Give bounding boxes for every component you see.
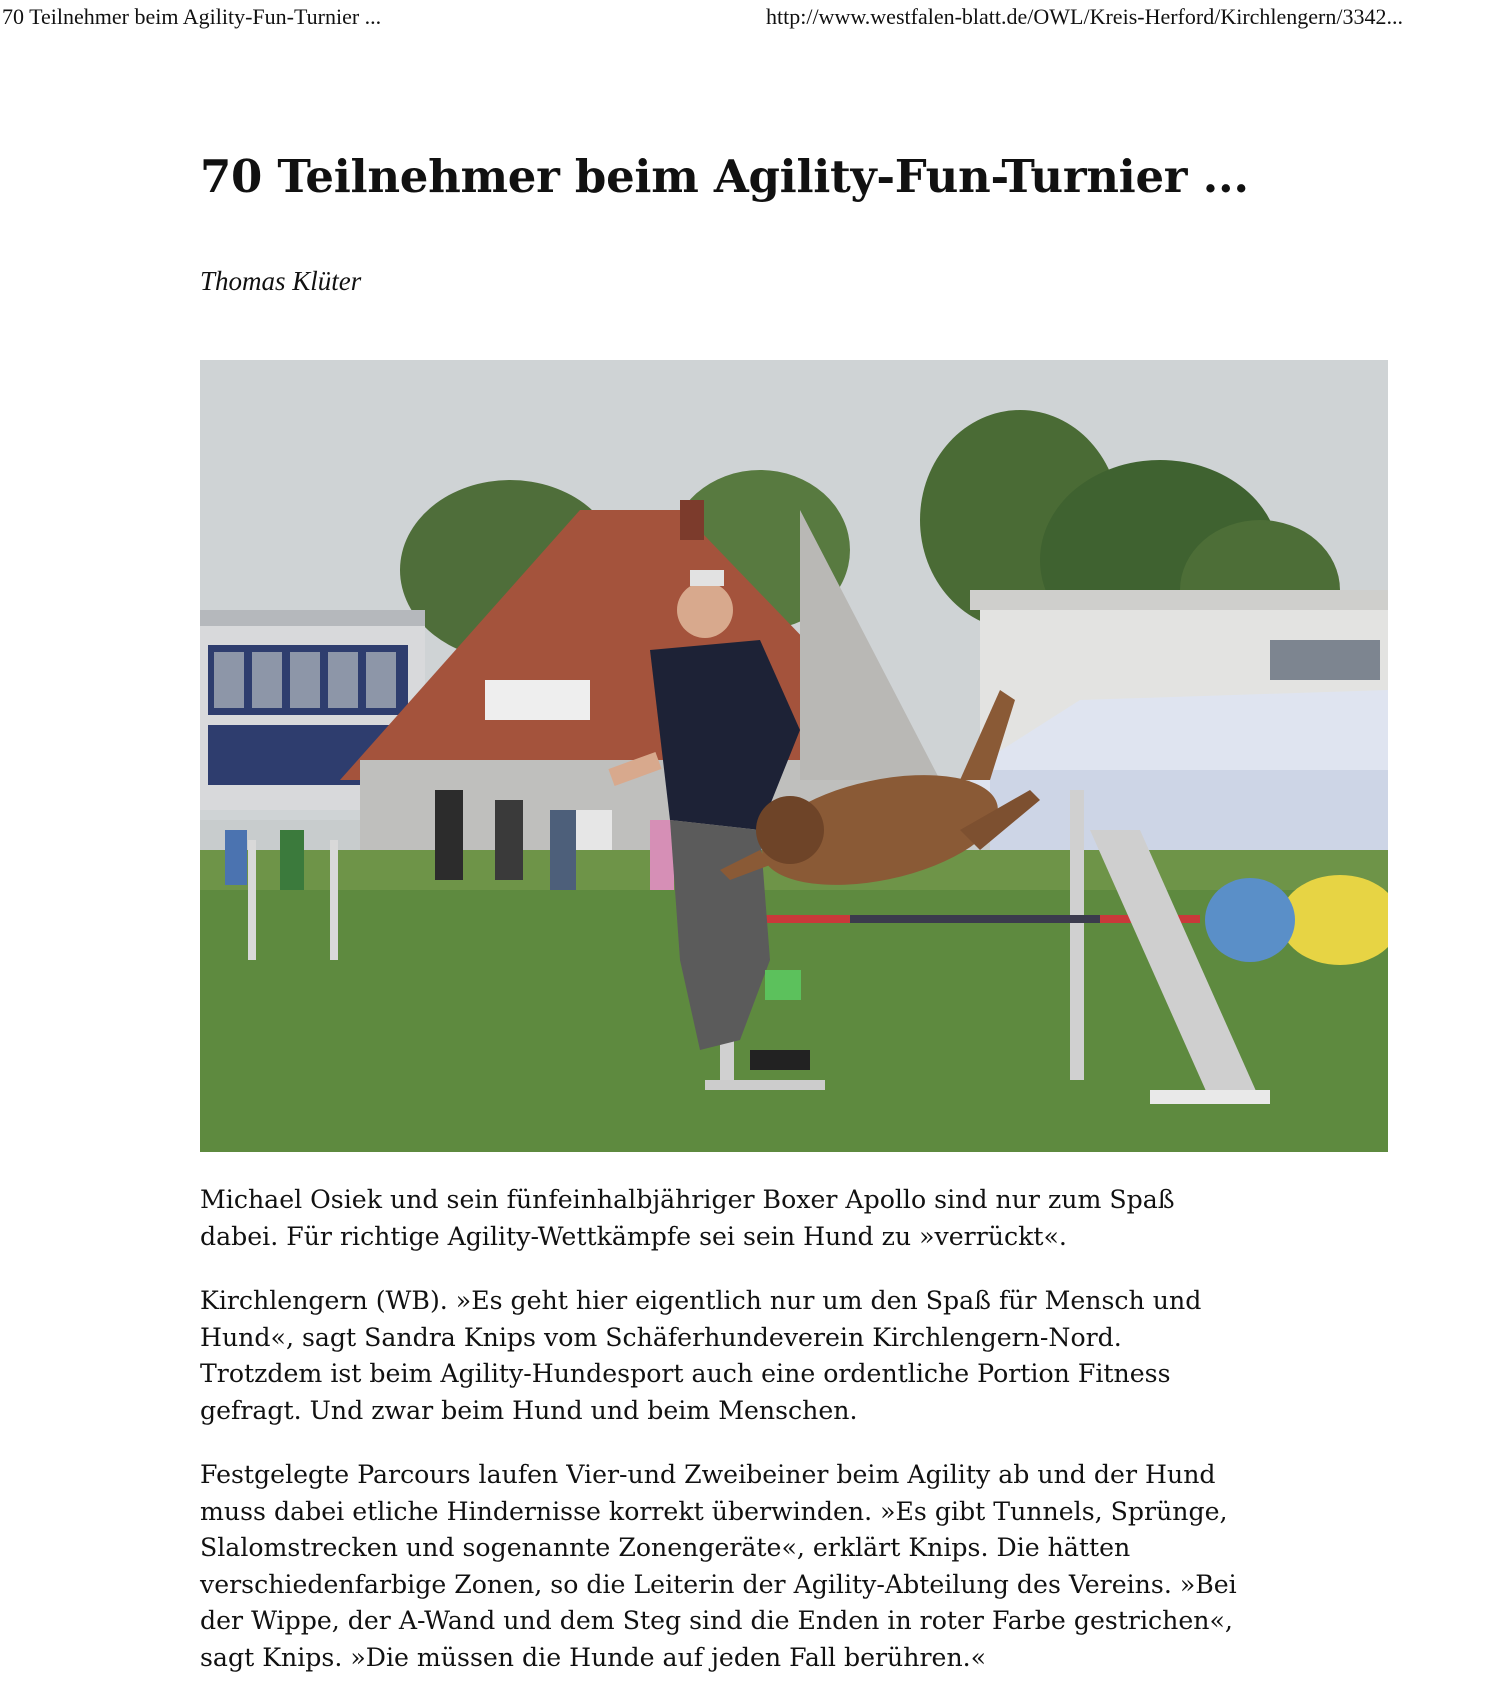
- print-header-url[interactable]: http://www.westfalen-blatt.de/OWL/Kreis-Herford/Kirchlengern/3342...: [766, 4, 1403, 29]
- article: [200, 146, 1400, 1672]
- paragraph-line: Festgelegte Parcours laufen Vier-und Zweibeiner beim Agility ab und der Hund: [200, 1460, 1216, 1489]
- paragraph-2: [200, 1457, 1400, 1676]
- caption-line: dabei. Für richtige Agility-Wettkämpfe sei sein Hund zu »verrückt«.: [200, 1221, 1067, 1251]
- paragraph-line: der Wippe, der A-Wand und dem Steg sind die Enden in roter Farbe gestrichen«,: [200, 1606, 1233, 1635]
- paragraph-line: Kirchlengern (WB). »Es geht hier eigentlich nur um den Spaß für Mensch und: [200, 1286, 1202, 1315]
- print-header: [0, 4, 1500, 34]
- caption-line: Michael Osiek und sein fünfeinhalbjähriger Boxer Apollo sind nur zum Spaß: [200, 1185, 1175, 1214]
- photo-caption: [200, 1182, 1400, 1255]
- article-headline: 70 Teilnehmer beim Agility-Fun-Turnier ...: [200, 150, 1249, 203]
- agility-photo-illustration: [200, 360, 1388, 1152]
- paragraph-line: muss dabei etliche Hindernisse korrekt überwinden. »Es gibt Tunnels, Sprünge,: [200, 1496, 1228, 1526]
- paragraph-line: Hund«, sagt Sandra Knips vom Schäferhundeverein Kirchlengern-Nord.: [200, 1322, 1122, 1352]
- paragraph-line: gefragt. Und zwar beim Hund und beim Menschen.: [200, 1395, 858, 1425]
- paragraph-line: Slalomstrecken und sogenannte Zonengeräte«, erklärt Knips. Die hätten: [200, 1533, 1131, 1562]
- paragraph-1: [200, 1283, 1400, 1429]
- article-author: Thomas Klüter: [200, 266, 362, 296]
- print-header-title: 70 Teilnehmer beim Agility-Fun-Turnier ...: [2, 4, 382, 29]
- paragraph-line: verschiedenfarbige Zonen, so die Leiterin der Agility-Abteilung des Vereins. »Bei: [200, 1569, 1237, 1599]
- article-photo: [200, 360, 1388, 1152]
- article-body: [200, 1182, 1400, 1704]
- paragraph-line: sagt Knips. »Die müssen die Hunde auf jeden Fall berühren.«: [200, 1642, 987, 1672]
- paragraph-line: Trotzdem ist beim Agility-Hundesport auch eine ordentliche Portion Fitness: [200, 1359, 1171, 1388]
